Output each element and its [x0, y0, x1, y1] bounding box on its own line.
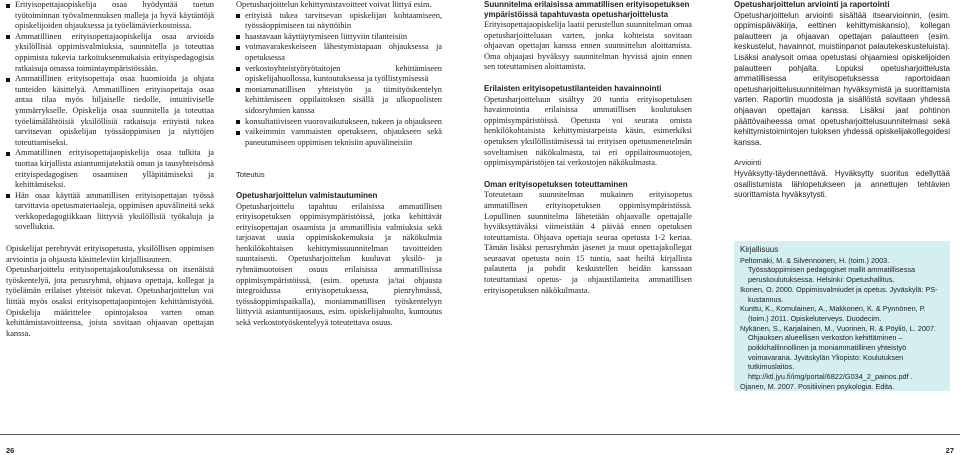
list-item: haastavaan käyttäytymiseen liittyviin tilanteisiin [236, 32, 442, 43]
list-item: Hän osaa käyttää ammatillisen erityisopettajan työssä tarvittavia opetusmateriaaleja, oppimisen apuvälineitä sekä verkkopedagogiikkaan liittyviä yksilöllisiä työkaluja ja sovelluksia. [6, 191, 214, 233]
list-item: Ammatillinen erityisopettajaopiskelija osaa tulkita ja tuottaa kirjallista asiantuntijatekstiä oman ja tausyhteisönsä erityispedagogisen osaamisen ylläpitämiseksi ja kehittämiseksi. [6, 148, 214, 190]
list-item: Ammatillinen erityisopettaja osaa huomioida ja ohjata tunteiden käsittelyä. Ammatillinen erityisopettaja osaa antaa tilaa myös hiljaiselle tiedolle, intuitiiviselle ymmärrykselle. Opiskelija osaa suunnitella ja toteuttaa työelämälähtöisiä yksilöllisiä ratkaisuja erityistä tukea tarvitsevan opiskelijan työssäoppimisen ja näyttöjen toteuttamiseksi. [6, 74, 214, 148]
section-heading: Opetusharjoittelun arviointi ja raportointi [734, 0, 890, 9]
column-3 [484, 0, 692, 296]
section-label: Arviointi [734, 158, 762, 168]
list-item: moniammatillisen yhteistyön ja tiimityöskentelyn kehittämiseen oppilaitoksen sisällä ja ulkopuolisten sidosryhmien kanssa [236, 85, 442, 117]
reference-item: Nykänen, S., Karjalainen, M., Vuorinen, R. & Pöyliö, L. 2007. Ohjauksen alueellisen verkoston kehittäminen – poikkihallinnollinen ja moniammatillinen yhteistyö voimavarana. Jyväskylän Yliopisto: Koulutuksen tutkimuslaitos. http://ktl.jyu.fi/img/portal/6822/G034_2_painos.pdf . [740, 323, 937, 382]
list-item: erityistä tukea tarvitsevan opiskelijan kohtaamiseen, työssäoppimiseen tai näyttöihin [236, 11, 442, 32]
paragraph: Opetusharjoittelu erityisopettajakoulutuksessa on itsenäistä työskentelyä, jota perusryhmä, ohjaava opettaja, kollegat ja työelämän erilaiset yhteisöt tukevat. Opetusharjoittelun voi liittää myös osaksi erityisopettajaopintojen kehittämistyötä. Opiskelija määrittelee opintojaksoa varten oman kehittämistavoitteensa, joista sovitaan ohjaavan opettajan kanssa. [6, 265, 214, 338]
reference-item: Ojanen, M. 2007. Positiivinen psykologia. Edita. [740, 381, 895, 391]
reference-item: Peltomäki, M. & Silvennoinen, H. (toim.) 2003. Työssäoppimisen pedagogiset mallit ammatillisessa peruskoulutuksessa. Helsinki: Opetushallitus. [740, 255, 916, 285]
paragraph: Opetusharjoittelu tapahtuu erilaisissa ammatillisen erityisopetuksen oppimisympäristöissä, jotka kehittävät erityisopettajan osaamista ja ammatillisia valmiuksia sekä tarjoavat uusia oppimiskokemuksia ja näkökulmia henkilökohtaisen kehittymissuunnitelman tavoitteiden suuntaisesti. Opetusharjoittelun kuuluvat yksilö- ja ryhmämuotoisen osuus erilaisissa ammatillisissa oppimisympäristöissä, (esim. opetusta ja/tai ohjausta integroidussa erityisopetuksessa, pienryhmässä, työssäoppimispaikalla), moniammatillisen työskentelyyn liittyviä asiantuntijaosuus, esim. opiskelijahuolto, kuntoutus sekä verkostotyöskentelyyä toteutettava osuus. [236, 201, 442, 328]
list-item: vaikeimmin vammaisten opetukseen, ohjaukseen sekä paneutumiseen oppimisen teknisiin apuvälineisiin [236, 127, 442, 148]
section-label: Toteutus [236, 170, 265, 180]
section-heading: Erilaisten erityisopetustilanteiden havainnointi [484, 83, 662, 93]
reference-item: Ikonen, O. 2000. Oppimisvalmiudet ja opetus. Jyväskylä: PS-kustannus. [740, 284, 938, 304]
list-item: verkostoyhteistyötyötaitojen kehittämiseen opiskelijahuollossa, kuntoutuksessa ja työllistymisessä [236, 64, 442, 85]
goals-list [236, 11, 442, 149]
section-heading: Suunnitelma erilaisissa ammatillisen erityisopetuksen ympäristöissä tapahtuvasta opetusharjoittelusta [484, 0, 690, 19]
page-number-left: 26 [6, 446, 15, 455]
paragraph: Opetusharjoittelun arviointi sisältää itsearvioinnin, (esim. oppimispäiväkirja, eettinen kehittymiskansio), kollegan palautteen ja ohjaavan opettajan palautteen (esim. keskustelut, havainnot, muistiinpanot palautekeskusteluista). Lisäksi analysoit omaa opetustasi ohjaamiesi opiskelijoiden palautteen pohjalta. Lopuksi opetusharjoittelusta ammatillisessa erityisopetuksessa raportoidaan opetusharjoittelusuunnitelman hyväksymistä ja suorittamista varten. Raportin muodosta ja sisällöstä sovitaan yhdessä ohjaavan opettajan kanssa. Lisäksi jaat pohtinon päättövaiheessa omat opetusharjoittelusuunnitelmasi sekä kehittymistoimintojen tuloksen yhdessä opiskelijakollegoidesi kanssa. [734, 10, 950, 147]
references-title: Kirjallisuus [740, 245, 779, 254]
column-1 [6, 0, 214, 339]
list-item: voimavarakeskeiseen lähestymistapaan ohjauksessa ja opetuksessa [236, 42, 442, 63]
paragraph: Erityisopettajaopiskelija laatii perustellun suunnitelman omaa opetusharjoitteluaan varten, jonka kohteista sovitaan ohjaavan opettajan kanssa ennen suunnittelun aloittamista. Oma ohjaajasi hyväksyy suunnitelman hyvissä ajoin ennen sen toteuttamisen aloittamista. [484, 20, 692, 72]
page-number-right: 27 [945, 446, 954, 455]
footer-divider [0, 434, 960, 435]
list-item: Erityisopettajaopiskelija osaa hyödyntää tuetun työtoiminnan työvalmennuksen malleja ja hyvä käytäntöjä opiskelijoiden ohjauksessa ja työelämävierkostoissa. [6, 0, 214, 32]
list-item: Ammatillinen erityisopettajaopiskelija osaa arvioida yksilöllisiä oppimisvalmiuksia, suunnitella ja toteuttaa oppimista tukevia tarkoituksenmukaisia erityispedagogisia ratkaisuja omassa toimintaympäristössään. [6, 32, 214, 74]
goals-list [6, 0, 214, 233]
column-2 [236, 0, 442, 329]
column-4 [734, 0, 950, 201]
reference-item: Kunttu, K., Komulainen, A., Makkonen, K. & Pynnönen, P. (toim.) 2011. Opiskeluterveys. Duodecim. [740, 304, 926, 323]
paragraph: Toteutetaan suunnitelman mukainen erityisopetus ammatillisen erityisopetuksen oppimisympäristössä. Lopullinen suunnitelma lähetetään ohjaavalle opettajalle hyväksyttäväksi viimeistään 4 päivää ennen opetuksen toteuttamista. Ohjaava opettaja seuraa opetusta 1-2 kertaa. Tämän lisäksi perusryhmän jäsenet ja muut opettajakollegat seuraavat opetusta noin 15 tuntia, saat heiltä kirjallista palautetta ja pohdit keskustellen heidän kanssaan toteuttamiasi opetus- ja ohjaustilanteita ammatillisen erityisopetuksen näkökulmasta. [484, 190, 692, 295]
references-box [734, 241, 950, 391]
paragraph: Opetusharjoittelun kehittymistavoitteet voivat liittyä esim. [236, 0, 432, 9]
section-heading: Opetusharjoittelun valmistautuminen [236, 190, 378, 200]
list-item: konsultatiiviseen vuorovaikutukseen, tukeen ja ohjaukseen [236, 117, 442, 128]
paragraph: Opetusharjoitteluun sisältyy 20 tuntia erityisopetuksen havainnointia erilaisissa ammatillisen koulutuksen oppimisympäristöissä. Opetusta voi seurata omista henkilökohtaisista kehittymistarpeista käsin, esimerkiksi opetuksen yksilöllistämisessä tai erityisen opetusmenetelmän soveltamisen näkökulmasta, tai eri oppilaitosmuotojen, oppimisympäristöjen tai verkostojen näkökulmasta. [484, 94, 692, 168]
section-heading: Oman erityisopetuksen toteuttaminen [484, 179, 628, 189]
paragraph: Hyväksytty-täydennettävä. Hyväksytty suoritus edellyttää osallistumista lähiopetukseen ja annettujen tehtävien suorittamista hyväksytysti. [734, 168, 950, 200]
paragraph: Opiskelijat perehtyvät erityisopetusta, yksilöllisen oppimisen arviointia ja ohjausta käsitteleviin kirjallisuuteen. [6, 244, 214, 264]
